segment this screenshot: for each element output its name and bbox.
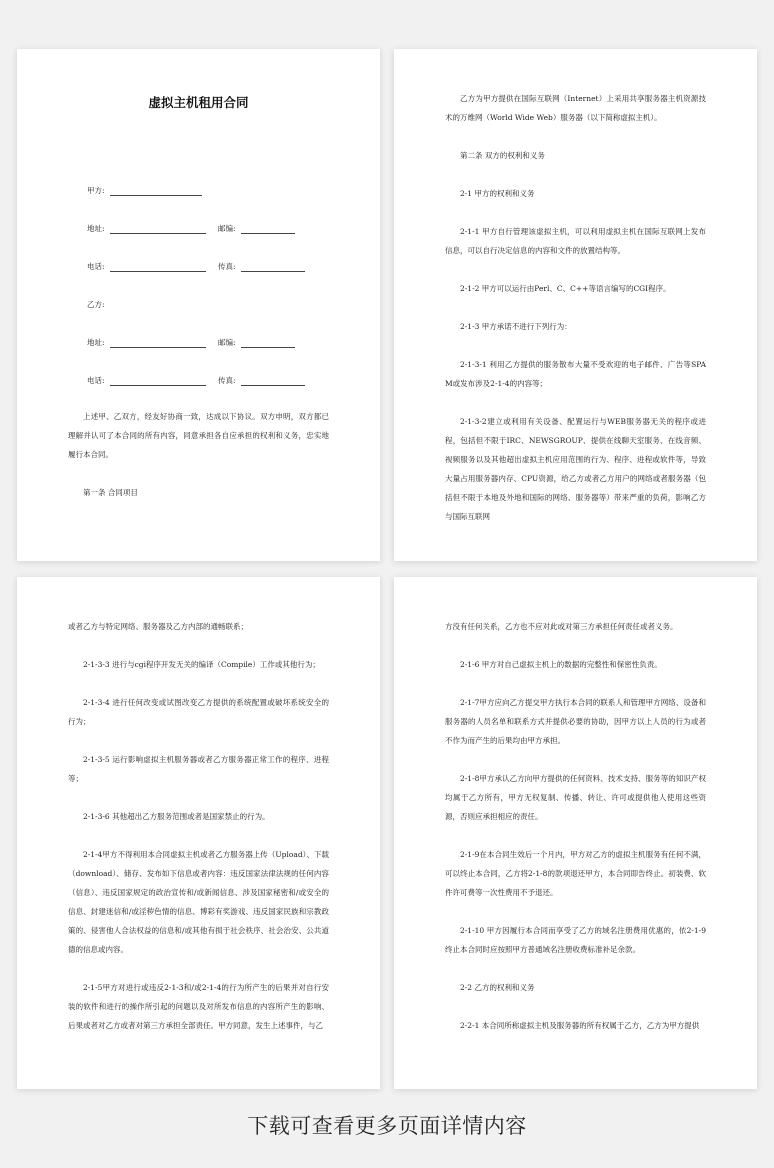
address-field-b [87,337,206,348]
party-a-field [87,185,202,196]
phone-label-a: 电话: [87,262,105,271]
paragraph: 2-1-1 甲方自行管理该虚拟主机，可以利用虚拟主机在国际互联网上发布信息，可以自行决定信息的内容和文件的放置结构等。 [445,227,706,255]
paragraph: 2-1-3 甲方承诺不进行下列行为： [460,322,572,331]
postcode-blank-a [241,225,295,234]
address-label-b: 地址: [87,338,105,347]
address-blank-a [110,225,206,234]
page1-body [68,407,329,502]
document-page-2 [394,49,757,561]
paragraph: 2-1-10 甲方因履行本合同而享受了乙方的域名注册费用优惠的，依2-1-9终止本合同时应按照甲方普通域名注册收费标准补足余款。 [445,926,706,954]
postcode-blank-b [241,339,295,348]
party-a-label: 甲方: [87,186,105,195]
paragraph: 或者乙方与特定网络、服务器及乙方内部的通畅联系； [68,622,248,631]
fax-label-a: 传真: [218,262,236,271]
document-page-4 [394,577,757,1089]
paragraph: 2-1-3-1 利用乙方提供的服务散布大量不受欢迎的电子邮件、广告等SPAM或发布涉及2-1-4的内容等； [445,360,706,388]
phone-label-b: 电话: [87,376,105,385]
paragraph: 方没有任何关系，乙方也不应对此或对第三方承担任何责任或者义务。 [445,622,678,631]
page3-body [68,617,329,1035]
page4-body [445,617,706,1035]
paragraph: 2-2-1 本合同所称虚拟主机及服务器的所有权属于乙方，乙方为甲方提供 [460,1021,700,1030]
party-b-label: 乙方: [87,300,105,309]
fax-field-b [218,375,305,386]
download-more-caption[interactable]: 下载可查看更多页面详情内容 [247,1114,527,1138]
party-b-field [87,299,105,310]
paragraph: 2-1-3-5 运行影响虚拟主机服务器或者乙方服务器正常工作的程序、进程等； [68,755,329,783]
phone-blank-b [110,377,206,386]
paragraph: 乙方为甲方提供在国际互联网（Internet）上采用共享服务器主机资源技术的万维网（World Wide Web）服务器（以下简称虚拟主机）。 [445,94,706,122]
phone-field-b [87,375,206,386]
page2-body [445,89,706,526]
section-heading: 2-2 乙方的权利和义务 [460,983,535,992]
postcode-label-b: 邮编: [218,338,236,347]
address-field-a [87,223,206,234]
article-2-heading: 第二条 双方的权利和义务 [460,151,545,160]
intro-paragraph: 上述甲、乙双方，经友好协商一致，达成以下协议。双方申明，双方都已理解并认可了本合同的所有内容，同意承担各自应承担的权利和义务，忠实地履行本合同。 [68,412,329,459]
article-1-heading: 第一条 合同项目 [83,488,138,497]
phone-blank-a [110,263,206,272]
party-a-blank [110,187,202,196]
paragraph: 2-1-8甲方承认乙方向甲方提供的任何资料、技术支持、服务等的知识产权均属于乙方所有，甲方无权复制、传播、转让、许可或提供他人使用这些资源，否则应承担相应的责任。 [445,774,706,821]
address-label-a: 地址: [87,224,105,233]
postcode-field-b [218,337,295,348]
paragraph: 2-1-5甲方对进行或违反2-1-3和/或2-1-4的行为所产生的后果并对自行安装的软件和进行的操作所引起的问题以及对所发布信息的内容所产生的影响、后果或者对乙方或者对第三方承担全部责任。甲方同意，发生上述事件，与乙 [68,983,329,1030]
paragraph: 2-1-6 甲方对自己虚拟主机上的数据的完整性和保密性负责。 [460,660,662,669]
paragraph: 2-1-3-6 其他超出乙方服务范围或者是国家禁止的行为。 [83,812,270,821]
postcode-label-a: 邮编: [218,224,236,233]
contract-title: 虚拟主机租用合同 [148,95,249,110]
fax-label-b: 传真: [218,376,236,385]
fax-blank-b [241,377,305,386]
section-heading: 2-1 甲方的权利和义务 [460,189,535,198]
paragraph: 2-1-4甲方不得利用本合同虚拟主机或者乙方服务器上传（Upload）、下载（download）、储存、发布如下信息或者内容：违反国家法律法规的任何内容（信息）、违反国家规定的政治宣传和/或新闻信息、涉及国家秘密和/或安全的信息、封建迷信和/或淫秽色情的信息、博彩有奖游戏、违反国家民族和宗教政策的、侵害他人合法权益的信息和/或其他有损于社会秩序、社会治安、公共道德的信息或内容。 [68,850,329,954]
address-blank-b [110,339,206,348]
paragraph: 2-1-9在本合同生效后一个月内，甲方对乙方的虚拟主机服务有任何不满，可以终止本合同，乙方将2-1-8的款项退还甲方，本合同即告终止。初装费、软件许可费等一次性费用不予退还。 [445,850,706,897]
paragraph: 2-1-3-3 进行与cgi程序开发无关的编译（Compile）工作或其他行为； [83,660,320,669]
paragraph: 2-1-7甲方应向乙方提交甲方执行本合同的联系人和管理甲方网络、设备和服务器的人员名单和联系方式并提供必要的协助，因甲方以上人员的行为或者不作为而产生的后果均由甲方承担。 [445,698,706,745]
paragraph: 2-1-3-4 进行任何改变或试图改变乙方提供的系统配置或破坏系统安全的行为； [68,698,329,726]
paragraph: 2-1-3-2建立或利用有关设备、配置运行与WEB服务器无关的程序或进程，包括但不限于IRC、NEWSGROUP、提供在线聊天室服务、在线音频、视频服务以及其他超出虚拟主机应用范围的行为、程序、进程或软件等，导致大量占用服务器内存、CPU资源，给乙方或者乙方用户的网络或者服务器（包括但不限于本地及外地和国际的网络、服务器等）带来严重的负荷，影响乙方与国际互联网 [445,417,706,521]
fax-blank-a [241,263,305,272]
fax-field-a [218,261,305,272]
document-page-1 [17,49,380,561]
paragraph: 2-1-2 甲方可以运行由Perl、C、C++等语言编写的CGI程序。 [460,284,671,293]
postcode-field-a [218,223,295,234]
document-page-3 [17,577,380,1089]
phone-field-a [87,261,206,272]
